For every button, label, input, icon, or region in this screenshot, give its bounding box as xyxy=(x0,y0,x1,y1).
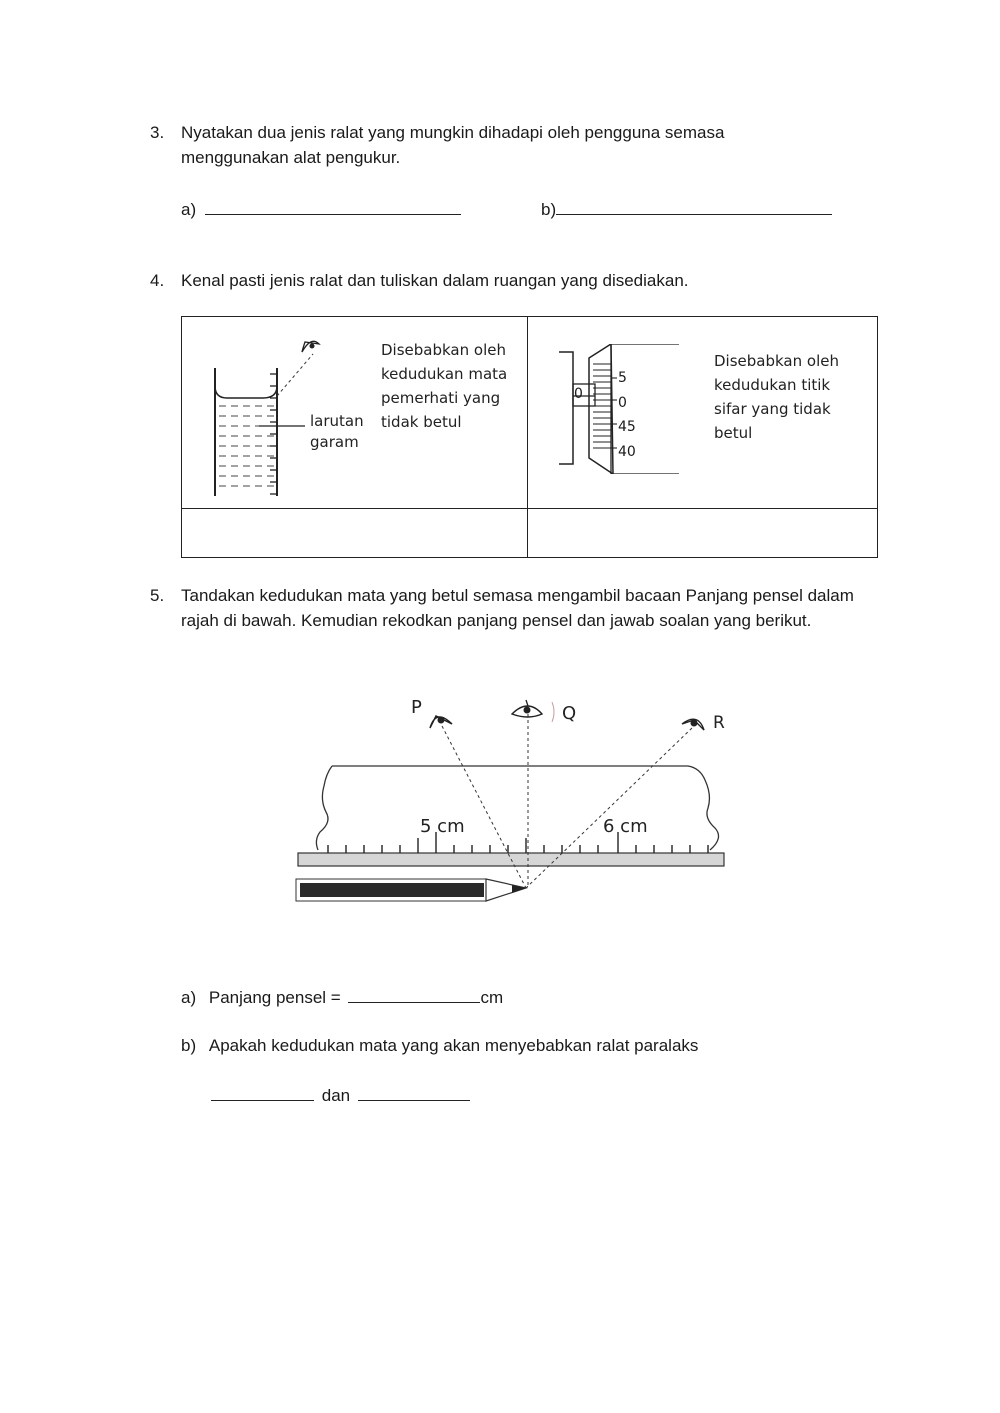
sleeve-zero: 0 xyxy=(574,386,583,402)
part-a xyxy=(181,984,503,1010)
answer-cell-1[interactable] xyxy=(182,509,527,557)
ruler-outline xyxy=(332,766,719,850)
answer-blank[interactable] xyxy=(556,196,832,215)
solution-label xyxy=(310,411,364,453)
eye-icon-p xyxy=(430,716,452,728)
answer-a xyxy=(181,196,461,222)
ruler-label-6cm: 6 cm xyxy=(603,816,648,837)
thimble-graduations xyxy=(593,364,611,448)
eye-icon xyxy=(299,338,323,358)
eye-icon-r xyxy=(682,719,704,730)
question-number: 4. xyxy=(150,271,165,290)
beaker-wall xyxy=(215,368,277,496)
scale-label: 45 xyxy=(618,419,636,435)
ruler-label-5cm: 5 cm xyxy=(420,816,465,837)
joiner-text: dan xyxy=(321,1086,351,1105)
answer-cell-2[interactable] xyxy=(528,509,877,557)
scale-label: 5 xyxy=(618,370,627,386)
question-text: Kenal pasti jenis ralat dan tuliskan dalam ruangan yang disediakan. xyxy=(181,271,689,290)
scale-label: 0 xyxy=(618,394,627,411)
scale-label: 40 xyxy=(618,443,636,460)
part-text: Panjang pensel = xyxy=(208,988,341,1007)
thimble-scale-labels xyxy=(618,366,636,464)
label-line: garam xyxy=(310,433,359,451)
eye-icon-q xyxy=(512,700,554,722)
anvil-frame xyxy=(559,352,573,464)
cell1-description: Disebabkan oleh kedudukan mata pemerhati yang tidak betul xyxy=(381,341,508,431)
meniscus xyxy=(215,368,277,398)
answer-blank[interactable] xyxy=(205,196,461,215)
part-b xyxy=(181,1033,698,1058)
cell2-description: Disebabkan oleh kedudukan titik sifar yang tidak betul xyxy=(714,352,839,442)
label-line: larutan xyxy=(310,412,364,430)
sight-line xyxy=(277,354,313,396)
question-text: Nyatakan dua jenis ralat yang mungkin dihadapi oleh pengguna semasa menggunakan alat pengukur. xyxy=(181,123,725,167)
part-b-answer xyxy=(211,1082,470,1108)
eye-label-p: P xyxy=(411,697,422,718)
answer-b xyxy=(541,196,832,222)
ruler-ticks xyxy=(328,832,708,853)
liquid-dashes xyxy=(219,406,274,486)
answer-blank-1[interactable] xyxy=(211,1082,314,1101)
question-number: 3. xyxy=(150,123,165,142)
length-blank[interactable] xyxy=(348,984,480,1003)
answer-blank-2[interactable] xyxy=(358,1082,470,1101)
question-number: 5. xyxy=(150,586,165,605)
part-label: a) xyxy=(181,988,197,1007)
part-text: Apakah kedudukan mata yang akan menyebabkan ralat paralaks xyxy=(208,1036,699,1055)
error-table xyxy=(181,316,878,558)
part-label: b) xyxy=(181,1036,197,1055)
eye-label-r: R xyxy=(713,713,725,733)
question-text: Tandakan kedudukan mata yang betul semasa mengambil bacaan Panjang pensel dalam rajah di bawah. Kemudian rekodkan panjang pensel dan jawab soalan yang berikut. xyxy=(181,586,854,630)
eye-label-q: Q xyxy=(562,703,577,724)
parallax-diagram xyxy=(290,690,740,910)
unit-label: cm xyxy=(480,988,504,1007)
answer-label: a) xyxy=(181,200,197,219)
pencil xyxy=(296,879,526,901)
answer-label: b) xyxy=(541,200,557,219)
ruler-outline-left xyxy=(316,766,332,850)
